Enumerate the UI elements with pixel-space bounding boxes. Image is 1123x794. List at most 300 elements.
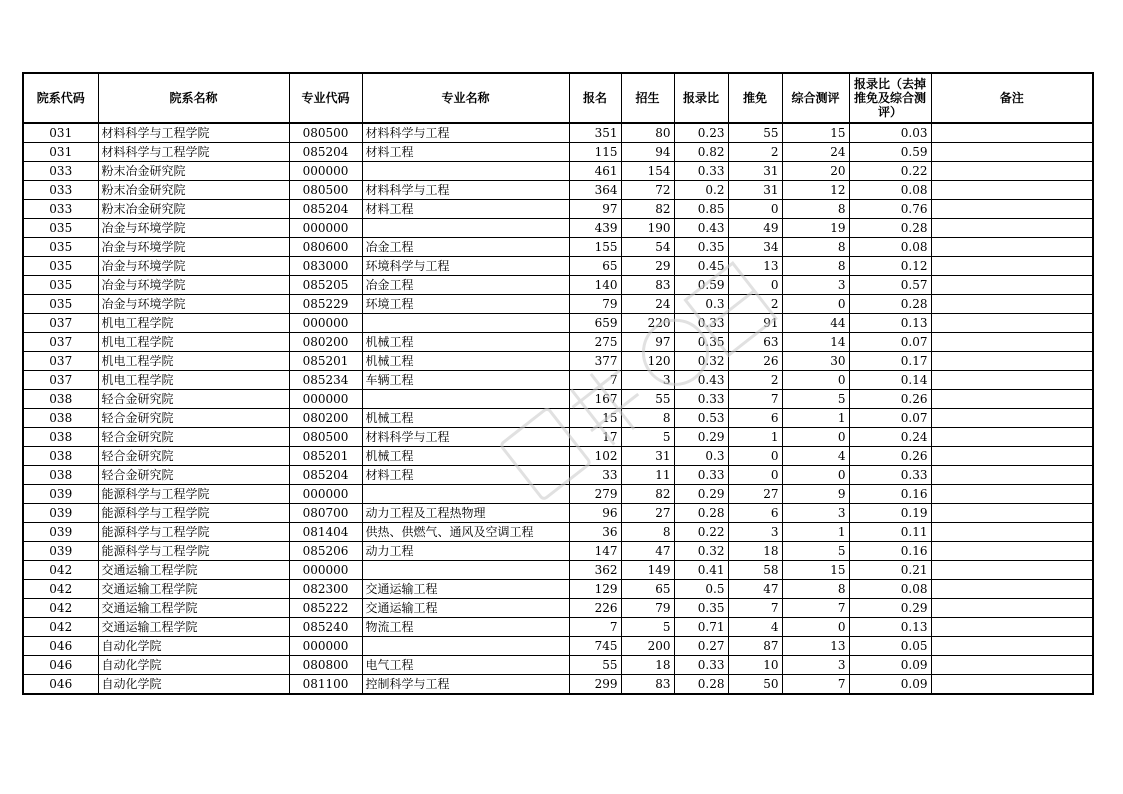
cell-ratio-adjusted: 0.16: [849, 542, 931, 561]
cell-ratio-adjusted: 0.16: [849, 485, 931, 504]
cell-dept-name: 自动化学院: [98, 637, 289, 656]
cell-dept-name: 轻合金研究院: [98, 390, 289, 409]
cell-comprehensive: 30: [782, 352, 849, 371]
cell-comprehensive: 15: [782, 123, 849, 143]
cell-enrolled: 190: [621, 219, 674, 238]
cell-major-name: 机械工程: [362, 447, 569, 466]
cell-enrolled: 5: [621, 618, 674, 637]
cell-exempt: 27: [728, 485, 782, 504]
cell-remarks: [931, 390, 1093, 409]
cell-remarks: [931, 618, 1093, 637]
cell-ratio: 0.45: [674, 257, 728, 276]
cell-exempt: 34: [728, 238, 782, 257]
cell-dept-code: 033: [23, 162, 98, 181]
cell-applicants: 745: [569, 637, 621, 656]
table-row: [23, 390, 1093, 409]
cell-comprehensive: 3: [782, 656, 849, 675]
cell-dept-name: 交通运输工程学院: [98, 618, 289, 637]
cell-enrolled: 8: [621, 523, 674, 542]
cell-major-code: 000000: [289, 485, 362, 504]
cell-major-name: [362, 314, 569, 333]
cell-dept-name: 粉末冶金研究院: [98, 162, 289, 181]
cell-ratio-adjusted: 0.09: [849, 675, 931, 695]
cell-major-code: 080200: [289, 333, 362, 352]
cell-major-code: 082300: [289, 580, 362, 599]
cell-comprehensive: 0: [782, 371, 849, 390]
cell-major-name: 控制科学与工程: [362, 675, 569, 695]
table-row: [23, 371, 1093, 390]
table-row: [23, 181, 1093, 200]
cell-ratio-adjusted: 0.24: [849, 428, 931, 447]
cell-exempt: 4: [728, 618, 782, 637]
cell-applicants: 17: [569, 428, 621, 447]
cell-enrolled: 47: [621, 542, 674, 561]
cell-ratio-adjusted: 0.33: [849, 466, 931, 485]
cell-enrolled: 3: [621, 371, 674, 390]
cell-major-name: 材料科学与工程: [362, 181, 569, 200]
cell-enrolled: 8: [621, 409, 674, 428]
cell-dept-code: 031: [23, 123, 98, 143]
cell-exempt: 31: [728, 181, 782, 200]
cell-remarks: [931, 542, 1093, 561]
cell-ratio-adjusted: 0.28: [849, 219, 931, 238]
cell-major-code: 000000: [289, 314, 362, 333]
cell-ratio-adjusted: 0.03: [849, 123, 931, 143]
cell-dept-name: 自动化学院: [98, 656, 289, 675]
cell-applicants: 33: [569, 466, 621, 485]
cell-ratio: 0.32: [674, 352, 728, 371]
table-row: [23, 257, 1093, 276]
cell-remarks: [931, 561, 1093, 580]
cell-applicants: 115: [569, 143, 621, 162]
cell-dept-name: 能源科学与工程学院: [98, 523, 289, 542]
cell-ratio-adjusted: 0.13: [849, 618, 931, 637]
cell-major-name: 物流工程: [362, 618, 569, 637]
cell-enrolled: 149: [621, 561, 674, 580]
cell-ratio: 0.53: [674, 409, 728, 428]
cell-dept-name: 自动化学院: [98, 675, 289, 695]
cell-remarks: [931, 675, 1093, 695]
header-row: [23, 73, 1093, 123]
cell-exempt: 2: [728, 371, 782, 390]
cell-comprehensive: 24: [782, 143, 849, 162]
header-dept-code: 院系代码: [23, 73, 98, 123]
cell-exempt: 47: [728, 580, 782, 599]
cell-exempt: 2: [728, 143, 782, 162]
cell-major-code: 000000: [289, 637, 362, 656]
cell-enrolled: 29: [621, 257, 674, 276]
cell-dept-name: 能源科学与工程学院: [98, 485, 289, 504]
cell-remarks: [931, 219, 1093, 238]
cell-ratio: 0.82: [674, 143, 728, 162]
cell-major-name: 材料工程: [362, 143, 569, 162]
table-row: [23, 409, 1093, 428]
cell-ratio-adjusted: 0.07: [849, 409, 931, 428]
header-comprehensive: 综合测评: [782, 73, 849, 123]
cell-major-code: 085205: [289, 276, 362, 295]
cell-dept-code: 035: [23, 257, 98, 276]
cell-comprehensive: 7: [782, 675, 849, 695]
cell-major-name: [362, 219, 569, 238]
table-row: [23, 675, 1093, 695]
table-row: [23, 162, 1093, 181]
table-row: [23, 219, 1093, 238]
cell-ratio: 0.28: [674, 504, 728, 523]
cell-enrolled: 79: [621, 599, 674, 618]
cell-dept-code: 039: [23, 542, 98, 561]
table-row: [23, 276, 1093, 295]
cell-major-name: 材料科学与工程: [362, 123, 569, 143]
cell-major-name: 动力工程: [362, 542, 569, 561]
cell-enrolled: 27: [621, 504, 674, 523]
cell-dept-code: 033: [23, 200, 98, 219]
cell-applicants: 299: [569, 675, 621, 695]
cell-applicants: 147: [569, 542, 621, 561]
cell-dept-code: 037: [23, 371, 98, 390]
cell-ratio-adjusted: 0.26: [849, 390, 931, 409]
cell-major-code: 085204: [289, 143, 362, 162]
table-row: [23, 143, 1093, 162]
cell-dept-code: 038: [23, 466, 98, 485]
cell-major-name: [362, 162, 569, 181]
cell-remarks: [931, 352, 1093, 371]
cell-applicants: 364: [569, 181, 621, 200]
cell-enrolled: 94: [621, 143, 674, 162]
cell-applicants: 129: [569, 580, 621, 599]
cell-ratio: 0.3: [674, 295, 728, 314]
cell-applicants: 65: [569, 257, 621, 276]
cell-ratio-adjusted: 0.28: [849, 295, 931, 314]
cell-major-code: 081404: [289, 523, 362, 542]
cell-major-code: 080500: [289, 123, 362, 143]
cell-major-code: 000000: [289, 390, 362, 409]
cell-enrolled: 11: [621, 466, 674, 485]
cell-major-name: 机械工程: [362, 409, 569, 428]
cell-remarks: [931, 599, 1093, 618]
cell-comprehensive: 44: [782, 314, 849, 333]
cell-ratio: 0.59: [674, 276, 728, 295]
cell-major-name: 动力工程及工程热物理: [362, 504, 569, 523]
cell-comprehensive: 5: [782, 542, 849, 561]
cell-major-code: 080600: [289, 238, 362, 257]
table-body: [23, 123, 1093, 694]
table-row: [23, 428, 1093, 447]
cell-enrolled: 18: [621, 656, 674, 675]
cell-enrolled: 83: [621, 276, 674, 295]
cell-dept-name: 交通运输工程学院: [98, 580, 289, 599]
cell-exempt: 2: [728, 295, 782, 314]
cell-dept-name: 机电工程学院: [98, 333, 289, 352]
cell-comprehensive: 0: [782, 428, 849, 447]
cell-ratio-adjusted: 0.13: [849, 314, 931, 333]
cell-ratio: 0.32: [674, 542, 728, 561]
cell-ratio-adjusted: 0.08: [849, 238, 931, 257]
cell-ratio-adjusted: 0.05: [849, 637, 931, 656]
cell-major-code: 085206: [289, 542, 362, 561]
table-row: [23, 295, 1093, 314]
cell-exempt: 49: [728, 219, 782, 238]
cell-ratio-adjusted: 0.26: [849, 447, 931, 466]
cell-dept-code: 039: [23, 485, 98, 504]
cell-major-name: 材料工程: [362, 200, 569, 219]
cell-exempt: 55: [728, 123, 782, 143]
cell-dept-name: 轻合金研究院: [98, 466, 289, 485]
cell-ratio-adjusted: 0.29: [849, 599, 931, 618]
table-row: [23, 123, 1093, 143]
cell-major-name: 电气工程: [362, 656, 569, 675]
cell-dept-code: 035: [23, 219, 98, 238]
cell-applicants: 461: [569, 162, 621, 181]
cell-dept-name: 交通运输工程学院: [98, 599, 289, 618]
table-row: [23, 637, 1093, 656]
cell-ratio: 0.35: [674, 599, 728, 618]
cell-major-code: 000000: [289, 219, 362, 238]
cell-ratio: 0.33: [674, 314, 728, 333]
cell-remarks: [931, 123, 1093, 143]
cell-exempt: 18: [728, 542, 782, 561]
cell-dept-code: 038: [23, 390, 98, 409]
cell-major-name: 机械工程: [362, 352, 569, 371]
cell-applicants: 102: [569, 447, 621, 466]
cell-major-code: 085229: [289, 295, 362, 314]
cell-major-code: 080500: [289, 181, 362, 200]
cell-ratio-adjusted: 0.17: [849, 352, 931, 371]
cell-exempt: 26: [728, 352, 782, 371]
cell-major-name: 冶金工程: [362, 238, 569, 257]
cell-remarks: [931, 656, 1093, 675]
cell-ratio: 0.33: [674, 466, 728, 485]
cell-exempt: 13: [728, 257, 782, 276]
cell-comprehensive: 8: [782, 257, 849, 276]
cell-comprehensive: 8: [782, 238, 849, 257]
header-ratio-adjusted: 报录比（去掉推免及综合测评）: [849, 73, 931, 123]
table-row: [23, 238, 1093, 257]
cell-comprehensive: 1: [782, 523, 849, 542]
cell-dept-code: 037: [23, 314, 98, 333]
cell-dept-name: 轻合金研究院: [98, 447, 289, 466]
cell-major-code: 085204: [289, 200, 362, 219]
cell-remarks: [931, 466, 1093, 485]
table-row: [23, 599, 1093, 618]
cell-ratio: 0.33: [674, 162, 728, 181]
table-row: [23, 485, 1093, 504]
cell-remarks: [931, 485, 1093, 504]
cell-major-name: [362, 637, 569, 656]
cell-ratio: 0.23: [674, 123, 728, 143]
cell-dept-code: 038: [23, 428, 98, 447]
cell-comprehensive: 0: [782, 466, 849, 485]
cell-exempt: 6: [728, 409, 782, 428]
cell-ratio-adjusted: 0.19: [849, 504, 931, 523]
table-header: [23, 73, 1093, 123]
table-row: [23, 314, 1093, 333]
cell-dept-name: 机电工程学院: [98, 371, 289, 390]
cell-major-name: 供热、供燃气、通风及空调工程: [362, 523, 569, 542]
cell-exempt: 3: [728, 523, 782, 542]
cell-ratio: 0.41: [674, 561, 728, 580]
cell-ratio: 0.43: [674, 219, 728, 238]
header-dept-name: 院系名称: [98, 73, 289, 123]
cell-major-name: 交通运输工程: [362, 599, 569, 618]
cell-major-name: 交通运输工程: [362, 580, 569, 599]
cell-major-code: 085234: [289, 371, 362, 390]
cell-remarks: [931, 143, 1093, 162]
header-applicants: 报名: [569, 73, 621, 123]
cell-ratio: 0.5: [674, 580, 728, 599]
cell-applicants: 167: [569, 390, 621, 409]
cell-major-name: 材料科学与工程: [362, 428, 569, 447]
cell-comprehensive: 8: [782, 200, 849, 219]
cell-remarks: [931, 181, 1093, 200]
cell-ratio-adjusted: 0.11: [849, 523, 931, 542]
cell-dept-name: 冶金与环境学院: [98, 257, 289, 276]
cell-dept-name: 机电工程学院: [98, 314, 289, 333]
cell-enrolled: 83: [621, 675, 674, 695]
header-ratio: 报录比: [674, 73, 728, 123]
cell-remarks: [931, 295, 1093, 314]
cell-comprehensive: 19: [782, 219, 849, 238]
cell-comprehensive: 0: [782, 618, 849, 637]
cell-major-code: 085201: [289, 447, 362, 466]
cell-dept-code: 042: [23, 561, 98, 580]
cell-comprehensive: 7: [782, 599, 849, 618]
cell-dept-code: 042: [23, 599, 98, 618]
cell-enrolled: 31: [621, 447, 674, 466]
cell-ratio: 0.71: [674, 618, 728, 637]
admission-ratio-table: [22, 72, 1094, 695]
table-row: [23, 447, 1093, 466]
cell-remarks: [931, 162, 1093, 181]
cell-major-code: 080800: [289, 656, 362, 675]
cell-ratio: 0.35: [674, 238, 728, 257]
cell-dept-code: 037: [23, 333, 98, 352]
cell-ratio-adjusted: 0.07: [849, 333, 931, 352]
cell-applicants: 79: [569, 295, 621, 314]
cell-ratio: 0.2: [674, 181, 728, 200]
cell-ratio: 0.29: [674, 428, 728, 447]
cell-major-code: 000000: [289, 561, 362, 580]
cell-applicants: 36: [569, 523, 621, 542]
cell-major-code: 083000: [289, 257, 362, 276]
table-row: [23, 580, 1093, 599]
cell-dept-name: 交通运输工程学院: [98, 561, 289, 580]
cell-applicants: 96: [569, 504, 621, 523]
table-row: [23, 504, 1093, 523]
cell-major-code: 000000: [289, 162, 362, 181]
cell-remarks: [931, 409, 1093, 428]
cell-major-name: 材料工程: [362, 466, 569, 485]
table-row: [23, 656, 1093, 675]
cell-exempt: 0: [728, 200, 782, 219]
cell-dept-code: 037: [23, 352, 98, 371]
cell-ratio-adjusted: 0.09: [849, 656, 931, 675]
cell-applicants: 377: [569, 352, 621, 371]
cell-dept-code: 042: [23, 618, 98, 637]
cell-remarks: [931, 580, 1093, 599]
cell-major-code: 085240: [289, 618, 362, 637]
cell-dept-code: 038: [23, 409, 98, 428]
cell-comprehensive: 12: [782, 181, 849, 200]
cell-comprehensive: 3: [782, 276, 849, 295]
cell-remarks: [931, 371, 1093, 390]
cell-enrolled: 200: [621, 637, 674, 656]
cell-major-name: 环境工程: [362, 295, 569, 314]
header-remarks: 备注: [931, 73, 1093, 123]
cell-dept-code: 038: [23, 447, 98, 466]
cell-dept-code: 035: [23, 238, 98, 257]
cell-applicants: 362: [569, 561, 621, 580]
cell-dept-code: 031: [23, 143, 98, 162]
cell-major-code: 080200: [289, 409, 362, 428]
header-major-name: 专业名称: [362, 73, 569, 123]
cell-ratio: 0.27: [674, 637, 728, 656]
cell-dept-name: 粉末冶金研究院: [98, 181, 289, 200]
cell-exempt: 58: [728, 561, 782, 580]
cell-exempt: 7: [728, 599, 782, 618]
cell-comprehensive: 0: [782, 295, 849, 314]
cell-enrolled: 220: [621, 314, 674, 333]
cell-applicants: 226: [569, 599, 621, 618]
cell-comprehensive: 1: [782, 409, 849, 428]
cell-ratio-adjusted: 0.57: [849, 276, 931, 295]
table-row: [23, 352, 1093, 371]
cell-ratio-adjusted: 0.08: [849, 181, 931, 200]
cell-applicants: 155: [569, 238, 621, 257]
cell-exempt: 63: [728, 333, 782, 352]
cell-enrolled: 82: [621, 200, 674, 219]
cell-ratio-adjusted: 0.76: [849, 200, 931, 219]
cell-exempt: 6: [728, 504, 782, 523]
cell-dept-name: 冶金与环境学院: [98, 276, 289, 295]
cell-dept-name: 能源科学与工程学院: [98, 504, 289, 523]
cell-ratio-adjusted: 0.08: [849, 580, 931, 599]
cell-dept-name: 冶金与环境学院: [98, 219, 289, 238]
cell-major-code: 085201: [289, 352, 362, 371]
cell-exempt: 0: [728, 276, 782, 295]
cell-remarks: [931, 200, 1093, 219]
cell-enrolled: 24: [621, 295, 674, 314]
cell-dept-name: 材料科学与工程学院: [98, 143, 289, 162]
cell-dept-code: 033: [23, 181, 98, 200]
cell-remarks: [931, 637, 1093, 656]
cell-dept-name: 冶金与环境学院: [98, 238, 289, 257]
cell-remarks: [931, 333, 1093, 352]
cell-comprehensive: 8: [782, 580, 849, 599]
cell-dept-name: 轻合金研究院: [98, 428, 289, 447]
cell-major-code: 085204: [289, 466, 362, 485]
cell-ratio-adjusted: 0.59: [849, 143, 931, 162]
cell-applicants: 140: [569, 276, 621, 295]
table-row: [23, 542, 1093, 561]
cell-remarks: [931, 238, 1093, 257]
cell-major-name: 机械工程: [362, 333, 569, 352]
cell-exempt: 1: [728, 428, 782, 447]
cell-ratio: 0.33: [674, 656, 728, 675]
header-exempt: 推免: [728, 73, 782, 123]
cell-ratio: 0.22: [674, 523, 728, 542]
cell-enrolled: 97: [621, 333, 674, 352]
cell-remarks: [931, 428, 1093, 447]
cell-remarks: [931, 523, 1093, 542]
table-row: [23, 333, 1093, 352]
cell-dept-code: 046: [23, 656, 98, 675]
header-major-code: 专业代码: [289, 73, 362, 123]
table-row: [23, 618, 1093, 637]
cell-applicants: 7: [569, 371, 621, 390]
cell-applicants: 279: [569, 485, 621, 504]
cell-dept-name: 粉末冶金研究院: [98, 200, 289, 219]
cell-comprehensive: 4: [782, 447, 849, 466]
